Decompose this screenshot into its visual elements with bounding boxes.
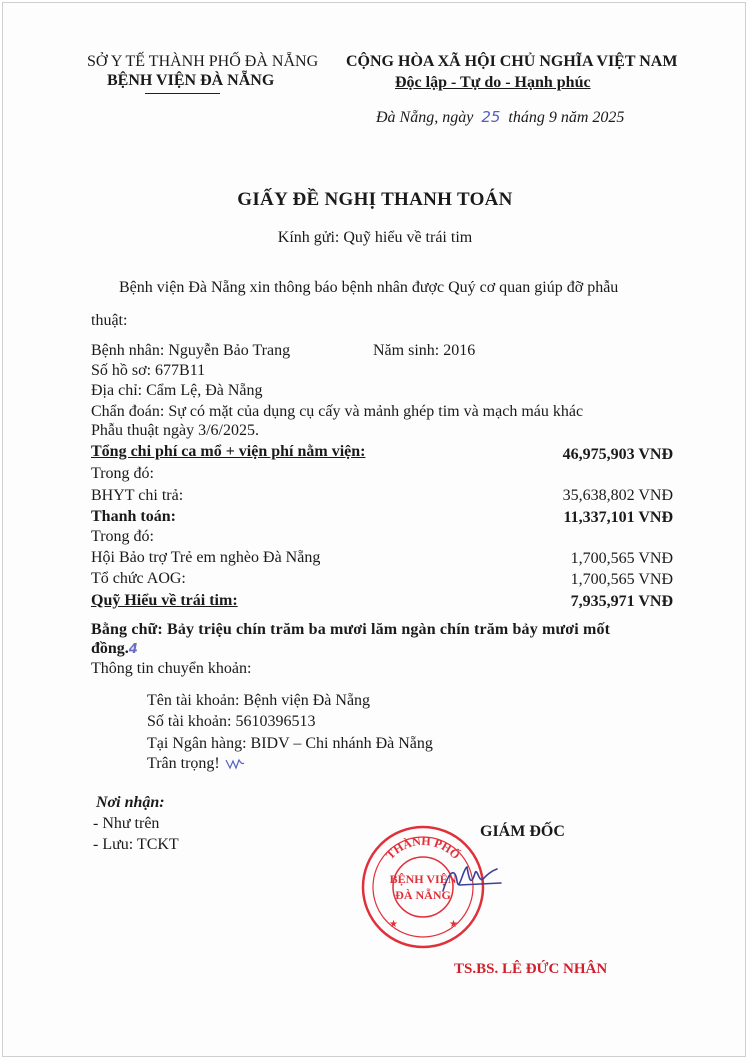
bhyt-label: BHYT chi trả: [91, 487, 184, 504]
regards-text: Trân trọng! [147, 755, 220, 772]
country-motto: Độc lập - Tự do - Hạnh phúc [395, 74, 591, 91]
amount-in-words-text: đồng. [91, 640, 129, 657]
receiver-item-1: - Như trên [93, 815, 160, 832]
document-title: GIẤY ĐỀ NGHỊ THANH TOÁN [237, 189, 513, 210]
hbt-value: 1,700,565 VNĐ [570, 550, 673, 567]
date-prefix: Đà Nẵng, ngày [376, 109, 474, 126]
total-cost-value: 46,975,903 VNĐ [562, 446, 673, 463]
in-which-1: Trong đó: [91, 465, 154, 482]
receiver-item-2: - Lưu: TCKT [93, 836, 179, 853]
amount-in-words-line-1: Bằng chữ: Bảy triệu chín trăm ba mươi lăm ngàn chín trăm bảy mươi mốt [91, 621, 611, 638]
ministry-name: SỞ Y TẾ THÀNH PHỐ ĐÀ NẴNG [87, 53, 319, 70]
patient-address: Địa chỉ: Cẩm Lệ, Đà Nẵng [91, 382, 263, 399]
patient-surgery-date: Phẫu thuật ngày 3/6/2025. [91, 422, 259, 439]
intro-line-1: Bệnh viện Đà Nẵng xin thông báo bệnh nhân được Quý cơ quan giúp đỡ phẫu [119, 279, 619, 296]
account-number: Số tài khoản: 5610396513 [147, 713, 316, 730]
bank-name: Tại Ngân hàng: BIDV – Chi nhánh Đà Nẵng [147, 735, 433, 752]
transfer-heading: Thông tin chuyển khoản: [91, 660, 252, 677]
country-name: CỘNG HÒA XÃ HỘI CHỦ NGHĨA VIỆT NAM [346, 53, 678, 70]
patient-birth-year: Năm sinh: 2016 [373, 342, 476, 359]
payment-value: 11,337,101 VNĐ [563, 509, 673, 526]
receivers-heading: Nơi nhận: [96, 794, 165, 811]
signer-role: GIÁM ĐỐC [480, 823, 565, 840]
initial-mark: 4 [128, 642, 138, 657]
patient-name: Bệnh nhân: Nguyễn Bảo Trang [91, 342, 291, 359]
hospital-name: BỆNH VIỆN ĐÀ NẴNG [107, 72, 275, 89]
aog-value: 1,700,565 VNĐ [570, 571, 673, 588]
payment-label: Thanh toán: [91, 508, 176, 525]
patient-diagnosis: Chẩn đoán: Sự có mặt của dụng cụ cấy và mảnh ghép tim và mạch máu khác [91, 403, 584, 420]
initial-scribble-icon [224, 757, 246, 771]
header-left-divider [145, 93, 220, 94]
bhyt-value: 35,638,802 VNĐ [562, 487, 673, 504]
stamp-top-text: THÀNH PHỐ [383, 833, 463, 862]
account-name: Tên tài khoản: Bệnh viện Đà Nẵng [147, 692, 371, 709]
director-signature-icon [439, 861, 509, 901]
date-day: 25 [481, 108, 501, 126]
signer-name: TS.BS. LÊ ĐỨC NHÂN [454, 961, 608, 977]
in-which-2: Trong đó: [91, 528, 154, 545]
hbt-label: Hội Bảo trợ Trẻ em nghèo Đà Nẵng [91, 549, 321, 566]
stamp-center-line-2: ĐÀ NẴNG [395, 888, 451, 902]
stamp-star-right: ★ [449, 919, 458, 930]
document-date [376, 108, 624, 127]
amount-in-words-line-2 [91, 640, 138, 658]
stamp-center-line-1: BỆNH VIỆN [389, 872, 457, 886]
stamp-star-left: ★ [389, 919, 398, 930]
recipient: Kính gửi: Quỹ hiểu về trái tim [277, 229, 473, 246]
total-cost-label: Tổng chi phí ca mổ + viện phí nằm viện: [91, 443, 366, 460]
fund-label: Quỹ Hiểu về trái tim: [91, 592, 238, 609]
regards [147, 755, 246, 773]
patient-record: Số hồ sơ: 677B11 [91, 362, 206, 379]
aog-label: Tổ chức AOG: [91, 570, 186, 587]
document-page [2, 2, 746, 1057]
intro-line-2: thuật: [91, 312, 128, 329]
date-suffix: tháng 9 năm 2025 [508, 109, 625, 126]
fund-value: 7,935,971 VNĐ [570, 593, 673, 610]
